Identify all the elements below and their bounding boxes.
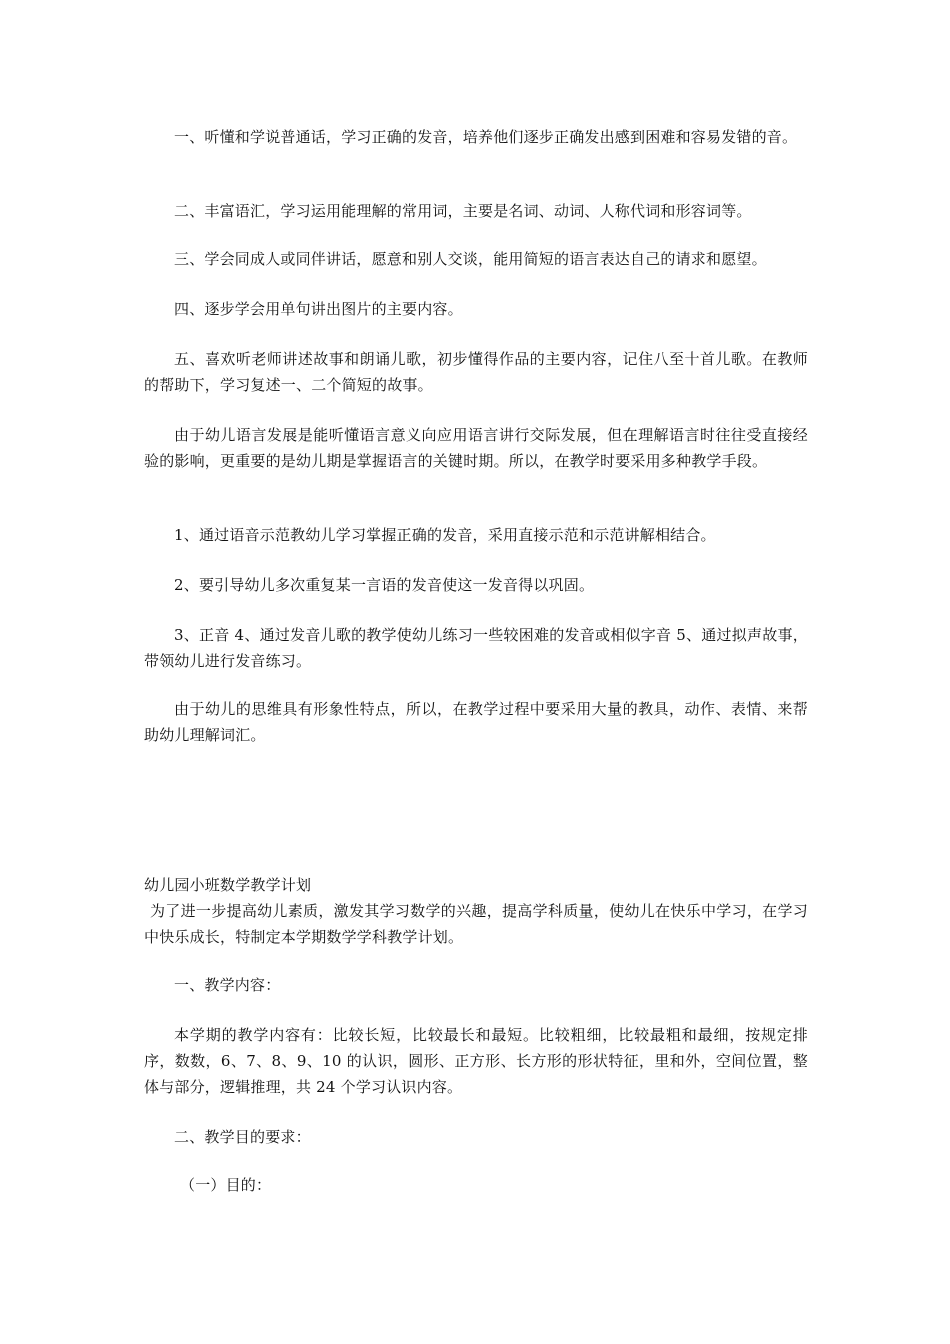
heading-teaching-content: 一、教学内容：	[174, 976, 281, 994]
paragraph-thinking: 由于幼儿的思维具有形象性特点，所以，在教学过程中要采用大量的教具，动作、表情、来帮助幼儿理解词汇。	[144, 700, 808, 744]
section-title: 幼儿园小班数学教学计划	[144, 876, 312, 894]
paragraph-method-2: 2、要引导幼儿多次重复某一言语的发音使这一发音得以巩固。	[174, 576, 595, 594]
paragraph-goal-4: 四、逐步学会用单句讲出图片的主要内容。	[174, 300, 463, 318]
paragraph-intro: 为了进一步提高幼儿素质，激发其学习数学的兴趣，提高学科质量，使幼儿在快乐中学习，在学习中快乐成长，特制定本学期数学学科教学计划。	[144, 902, 808, 946]
heading-teaching-goals: 二、教学目的要求：	[174, 1128, 311, 1146]
paragraph-teaching-content: 本学期的教学内容有：比较长短，比较最长和最短。比较粗细，比较最粗和最细，按规定排序，数数，6、7、8、9、10 的认识，圆形、正方形、长方形的形状特征，里和外，空间位置，整体与部分，逻辑推理，共 24 个学习认识内容。	[144, 1026, 808, 1096]
paragraph-method-3: 3、正音 4、通过发音儿歌的教学使幼儿练习一些较困难的发音或相似字音 5、通过拟声故事，带领幼儿进行发音练习。	[144, 626, 808, 670]
subheading-purpose: （一）目的：	[180, 1176, 272, 1194]
paragraph-method-intro: 由于幼儿语言发展是能听懂语言意义向应用语言讲行交际发展，但在理解语言时往往受直接经验的影响，更重要的是幼儿期是掌握语言的关键时期。所以，在教学时要采用多种教学手段。	[144, 426, 808, 470]
paragraph-goal-2: 二、丰富语汇，学习运用能理解的常用词，主要是名词、动词、人称代词和形容词等。	[174, 202, 752, 220]
paragraph-goal-1: 一、听懂和学说普通话，学习正确的发音，培养他们逐步正确发出感到困难和容易发错的音。	[174, 128, 798, 146]
paragraph-method-1: 1、通过语音示范教幼儿学习掌握正确的发音，采用直接示范和示范讲解相结合。	[174, 526, 716, 544]
paragraph-goal-3: 三、学会同成人或同伴讲话，愿意和别人交谈，能用简短的语言表达自己的请求和愿望。	[174, 250, 767, 268]
paragraph-goal-5: 五、喜欢听老师讲述故事和朗诵儿歌，初步懂得作品的主要内容，记住八至十首儿歌。在教师的帮助下，学习复述一、二个简短的故事。	[144, 350, 808, 394]
